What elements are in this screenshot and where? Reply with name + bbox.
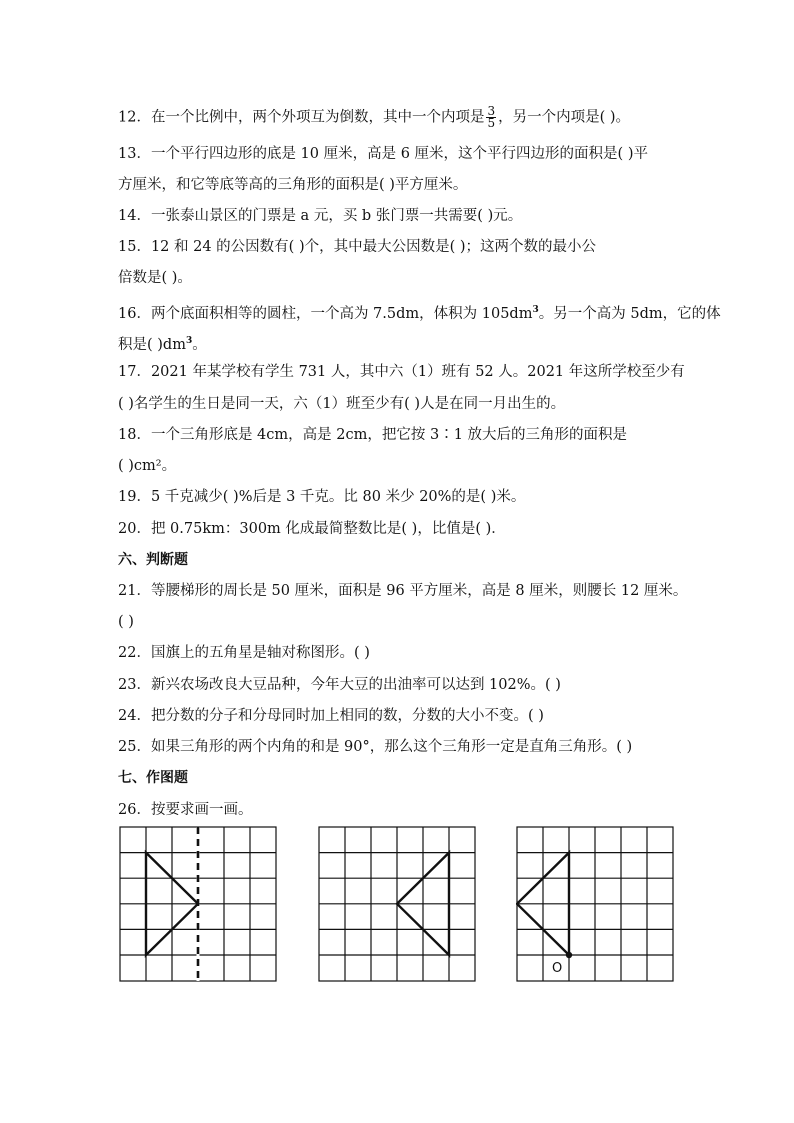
q16-line2-post: 。: [192, 336, 207, 353]
question-17-line-1: 17．2021 年某学校有学生 731 人，其中六（1）班有 52 人。2021 年这所学校至少有: [118, 364, 685, 380]
question-26: 26．按要求画一画。: [118, 802, 253, 818]
question-19: 19．5 千克减少( )%后是 3 千克。比 80 米少 20%的是( )米。: [118, 489, 526, 505]
grid-figure-1: [119, 826, 277, 982]
grid-figure-3: [516, 826, 674, 982]
grid-figure-2: [318, 826, 476, 982]
fraction-three-fifths: $\frac{3}{5}$: [487, 104, 496, 130]
q12-text-post: ，另一个内项是( )。: [498, 109, 631, 126]
point-o-label: O: [552, 961, 563, 976]
q16-line1-post: 。另一个高为 5dm，它的体: [538, 305, 721, 322]
question-15-line-2: 倍数是( )。: [118, 270, 192, 286]
question-16-line-2: [118, 331, 207, 355]
question-15-line-1: 15．12 和 24 的公因数有( )个，其中最大公因数是( )；这两个数的最小公: [118, 239, 597, 255]
question-24: 24．把分数的分子和分母同时加上相同的数，分数的大小不变。( ): [118, 708, 544, 724]
question-18-line-1: 18．一个三角形底是 4cm，高是 2cm，把它按 3∶1 放大后的三角形的面积是: [118, 427, 628, 443]
question-16-line-1: [118, 300, 721, 324]
rotation-point-o: [566, 952, 572, 958]
section-heading-judgment: 六、判断题: [118, 552, 188, 568]
question-21-line-1: 21．等腰梯形的周长是 50 厘米，面积是 96 平方厘米，高是 8 厘米，则腰长 12 厘米。: [118, 583, 688, 599]
q12-text-pre: 12．在一个比例中，两个外项互为倒数，其中一个内项是: [118, 109, 485, 126]
question-12: [118, 106, 630, 129]
q16-line1-superscript: 3: [532, 305, 539, 315]
question-14: 14．一张泰山景区的门票是 a 元，买 b 张门票一共需要( )元。: [118, 208, 523, 224]
q16-line2-pre: 积是( )dm: [118, 336, 186, 353]
q16-line1-pre: 16．两个底面积相等的圆柱，一个高为 7.5dm，体积为 105dm: [118, 305, 533, 322]
question-13-line-1: 13．一个平行四边形的底是 10 厘米，高是 6 厘米，这个平行四边形的面积是( )平: [118, 146, 648, 162]
section-heading-drawing: 七、作图题: [118, 770, 188, 786]
question-20: 20．把 0.75km：300m 化成最简整数比是( )，比值是( )．: [118, 521, 506, 537]
question-21-line-2: ( ): [118, 614, 134, 630]
question-23: 23．新兴农场改良大豆品种，今年大豆的出油率可以达到 102%。( ): [118, 677, 561, 693]
q16-line2-superscript: 3: [185, 336, 193, 346]
question-17-line-2: ( )名学生的生日是同一天，六（1）班至少有( )人是在同一月出生的。: [118, 396, 566, 412]
question-18-line-2: ( )cm²。: [118, 458, 177, 474]
question-22: 22．国旗上的五角星是轴对称图形。( ): [118, 645, 370, 661]
question-25: 25．如果三角形的两个内角的和是 90°，那么这个三角形一定是直角三角形。( ): [118, 739, 633, 755]
question-13-line-2: 方厘米，和它等底等高的三角形的面积是( )平方厘米。: [118, 177, 468, 193]
